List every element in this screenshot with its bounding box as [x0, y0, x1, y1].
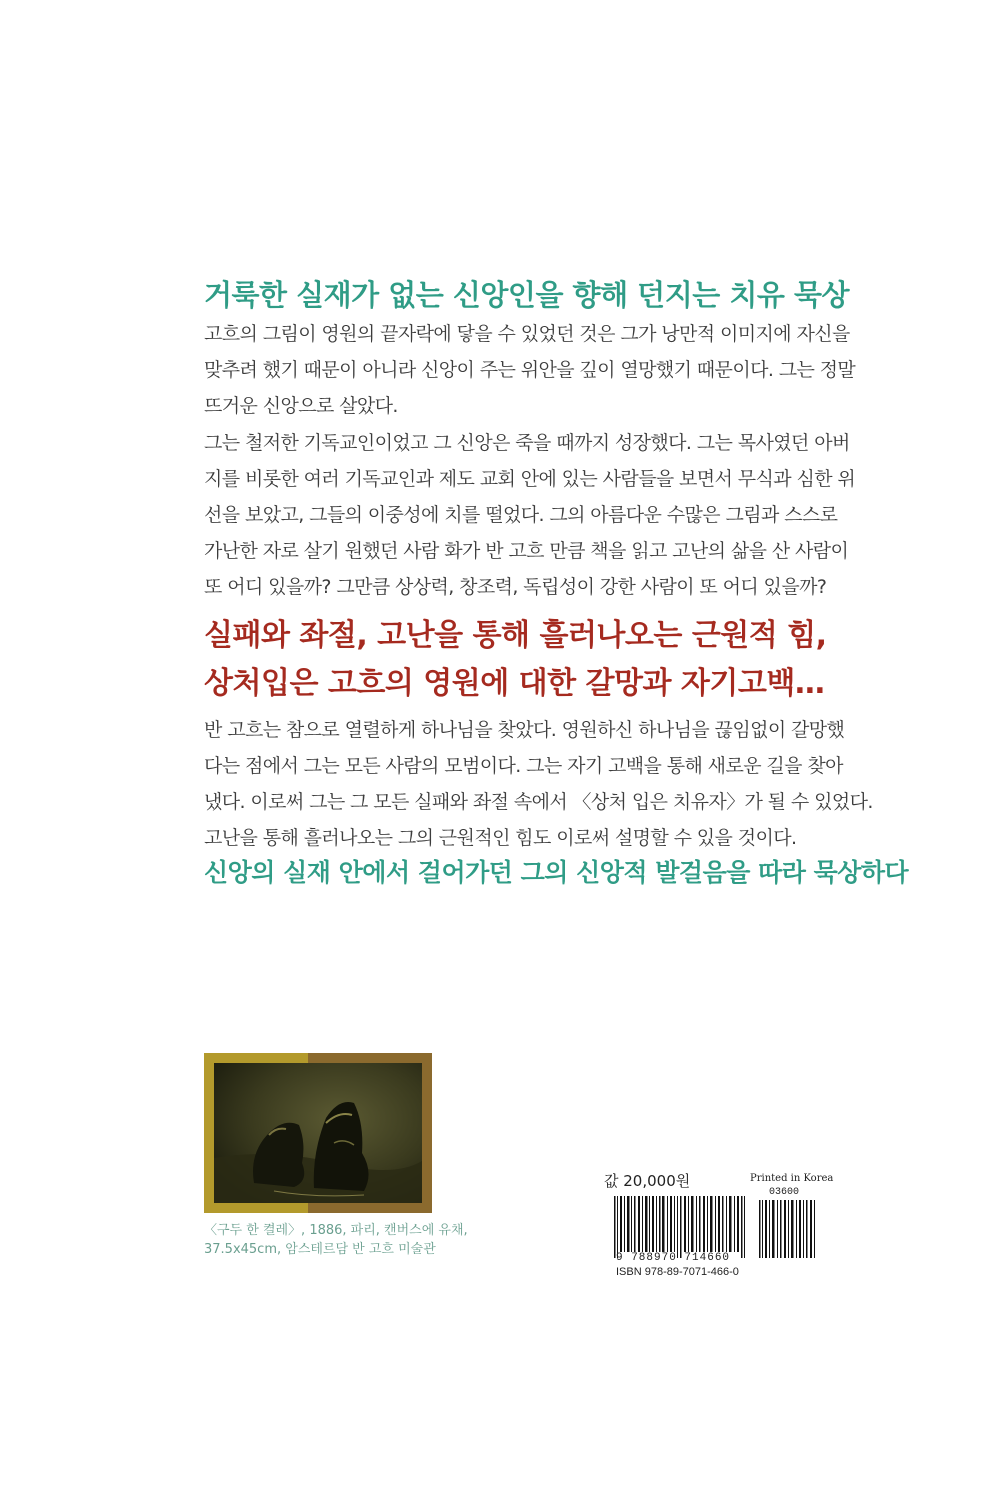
text-line: 고난을 통해 흘러나오는 그의 근원적인 힘도 이로써 설명할 수 있을 것이다. [204, 827, 797, 849]
text-line: 뜨거운 신앙으로 살았다. [204, 395, 398, 417]
shoes-painting [214, 1063, 422, 1203]
isbn-number: ISBN 978-89-7071-466-0 [616, 1266, 739, 1278]
section1-paragraph-1 [204, 316, 856, 424]
section3-heading: 신앙의 실재 안에서 걸어가던 그의 신앙적 발걸음을 따라 묵상하다 [204, 858, 909, 887]
section2-paragraph [204, 712, 873, 856]
heading-line: 실패와 좌절, 고난을 통해 흘러나오는 근원적 힘, [204, 618, 827, 653]
caption-line: 〈구두 한 켤레〉, 1886, 파리, 캔버스에 유채, [204, 1223, 468, 1238]
text-line: 다는 점에서 그는 모든 사람의 모범이다. 그는 자기 고백을 통해 새로운 길을 찾아 [204, 755, 843, 777]
printed-in-korea: Printed in Korea [750, 1173, 834, 1184]
section2-heading [204, 612, 827, 708]
price-label: 값 20,000원 [604, 1172, 691, 1190]
text-line: 가난한 자로 살기 원했던 사람 화가 반 고흐 만큼 책을 읽고 고난의 삶을 산 사람이 [204, 540, 849, 562]
text-line: 선을 보았고, 그들의 이중성에 치를 떨었다. 그의 아름다운 수많은 그림과 스스로 [204, 504, 838, 526]
barcode-digits: 9 788970 714660 [616, 1252, 731, 1264]
text-line: 맞추려 했기 때문이 아니라 신앙이 주는 위안을 깊이 열망했기 때문이다. 그는 정말 [204, 359, 856, 381]
section1-heading: 거룩한 실재가 없는 신앙인을 향해 던지는 치유 묵상 [204, 278, 849, 312]
heading-line: 상처입은 고흐의 영원에 대한 갈망과 자기고백… [204, 666, 825, 701]
caption-line: 37.5x45cm, 암스테르담 반 고흐 미술관 [204, 1242, 436, 1257]
text-line: 냈다. 이로써 그는 그 모든 실패와 좌절 속에서 〈상처 입은 치유자〉가 될 수 있었다. [204, 791, 873, 813]
painting-frame [204, 1053, 432, 1213]
text-line: 그는 철저한 기독교인이었고 그 신앙은 죽을 때까지 성장했다. 그는 목사였던 아버 [204, 432, 850, 454]
text-line: 고흐의 그림이 영원의 끝자락에 닿을 수 있었던 것은 그가 낭만적 이미지에 자신을 [204, 323, 850, 345]
text-line: 지를 비롯한 여러 기독교인과 제도 교회 안에 있는 사람들을 보면서 무식과 심한 위 [204, 468, 856, 490]
text-line: 반 고흐는 참으로 열렬하게 하나님을 찾았다. 영원하신 하나님을 끊임없이 갈망했 [204, 719, 845, 741]
text-line: 또 어디 있을까? 그만큼 상상력, 창조력, 독립성이 강한 사람이 또 어디 있을까? [204, 576, 827, 598]
section1-paragraph-2 [204, 425, 856, 605]
addon-code: 03600 [769, 1187, 800, 1198]
painting-caption [204, 1221, 468, 1259]
